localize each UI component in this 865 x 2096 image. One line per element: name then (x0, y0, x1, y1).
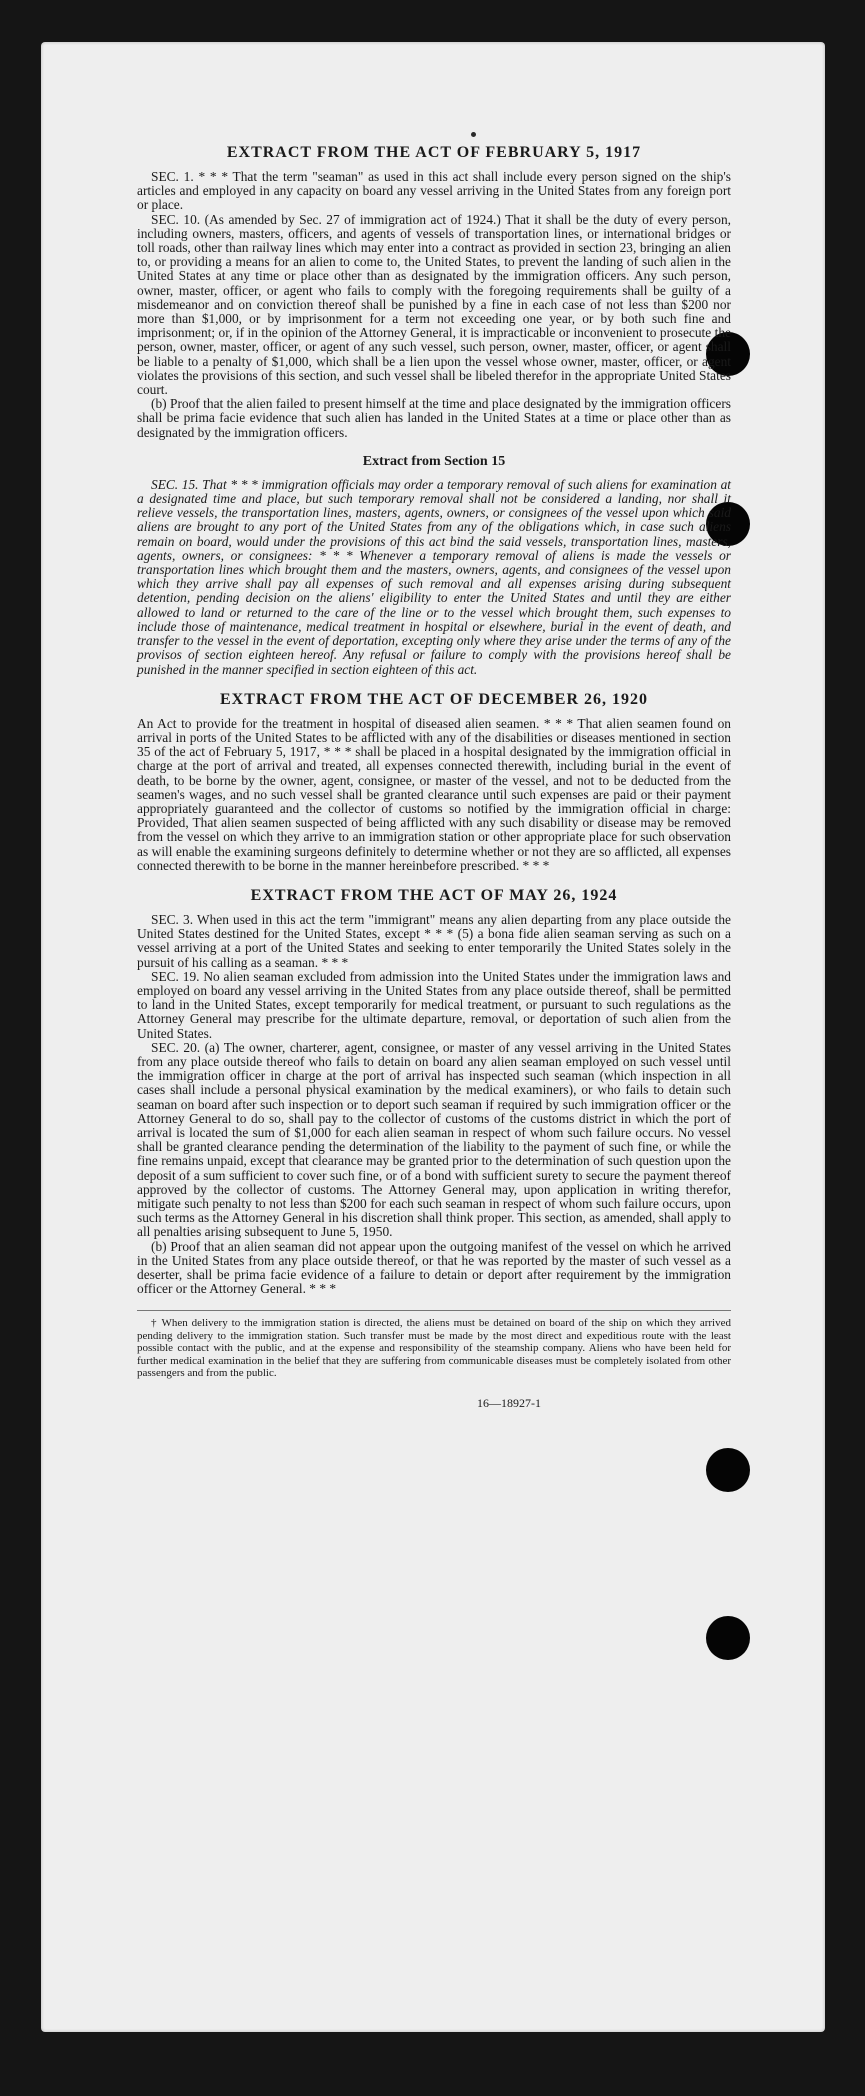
paragraph: SEC. 20. (a) The owner, charterer, agent, consignee, or master of any vessel arriving in the United States from any place outside thereof who fails to detain on board any alien seaman employed on such vessel until the immigration officer in charge at the port of arrival has inspected such seaman (which inspection in all cases shall include a personal physical examination by the medical examiners), or who fails to detain such seaman on board after such inspection or to deport such seaman if required by such immigration officer or the Attorney General to do so, shall pay to the collector of customs of the customs district in which the port of arrival is located the sum of $1,000 for each alien seaman in respect of whom such failure occurs. No vessel shall be granted clearance pending the determination of the liability to the payment of such fine, or while the fine remains unpaid, except that clearance may be granted prior to the determination of such question upon the deposit of a sum sufficient to cover such fine, or of a bond with sufficient surety to secure the payment thereof approved by the collector of customs. The Attorney General may, upon application in writing therefor, mitigate such penalty to not less than $200 for each such seaman in respect of whom such failure occurs, upon such terms as the Attorney General in his discretion shall think proper. This section, as amended, shall apply to all penalties arising subsequent to June 5, 1950. (137, 1039, 731, 1240)
paragraph: (b) Proof that the alien failed to present himself at the time and place designated by the immigration officers shall be prima facie evidence that such alien has landed in the United States at a time or place other than as designated by the immigration officers. (137, 396, 731, 440)
section-heading: Extract from Section 15 (362, 453, 506, 469)
section-extract-sec-15 (137, 452, 731, 677)
paragraph: An Act to provide for the treatment in hospital of diseased alien seamen. * * * That alien seamen found on arrival in ports of the United States to be afflicted with any of the disabilities or diseases mentioned in section 35 of the act of February 5, 1917, * * * shall be placed in a hospital designated by the immigration official in charge at the port of arrival and treated, all expenses connected therewith, including burial in the event of death, to be borne by the owner, agent, consignee, or master of the vessel, and not to be deducted from the seamen's wages, and no such vessel shall be granted clearance until such expenses are paid or their payment appropriately guaranteed and the collector of customs so notified by the immigration official in charge: Provided, That alien seamen suspected of being afflicted with any such disability or disease may be removed from the vessel on which they arrive to an immigration station or other appropriate place for such observation as will enable the examining surgeons definitely to determine whether or not they are so afflicted, all expenses connected therewith to be borne in the manner hereinbefore prescribed. * * * (137, 715, 731, 873)
section-heading: EXTRACT FROM THE ACT OF FEBRUARY 5, 1917 (226, 144, 642, 161)
paragraph: SEC. 3. When used in this act the term "immigrant" means any alien departing from any place outside the United States destined for the United States, except * * * (5) a bona fide alien seaman serving as such on a vessel arriving at a port of the United States and seeking to enter temporarily the United States solely in the pursuit of his calling as a seaman. * * * (137, 911, 731, 970)
paragraph: (b) Proof that an alien seaman did not appear upon the outgoing manifest of the vessel on which he arrived in the United States from any place outside thereof, or that he was reported by the master of such vessel as a deserter, shall be prima facie evidence of a failure to detain or deport after requirement by the immigration officer or the Attorney General. * * * (137, 1238, 731, 1297)
document-page (41, 42, 825, 2032)
document-body (137, 142, 731, 1411)
section-act-feb-1917 (137, 142, 731, 440)
section-act-may-1924 (137, 885, 731, 1296)
paragraph: SEC. 1. * * * That the term "seaman" as used in this act shall include every person signed on the ship's articles and employed in any capacity on board any vessel arriving in the United States from any foreign port or place. (137, 169, 731, 213)
page-speck (471, 132, 476, 137)
section-heading: EXTRACT FROM THE ACT OF DECEMBER 26, 1920 (219, 690, 648, 708)
paragraph: SEC. 10. (As amended by Sec. 27 of immigration act of 1924.) That it shall be the duty of every person, including owners, masters, officers, and agents of vessels of transportation lines, or international bridges or toll roads, other than railway lines which may enter into a contract as provided in section 23, bringing an alien to, or providing a means for an alien to come to, the United States, to prevent the landing of such alien in the United States at any time or place other than as designated by the immigration officers. Any such person, owner, master, officer, or agent who fails to comply with the foregoing requirements shall be guilty of a misdemeanor and on conviction thereof shall be punished by a fine in each case of not less than $200 nor more than $1,000, or by imprisonment for a term not exceeding one year, or by both such fine and imprisonment; or, if in the opinion of the Attorney General, it is impracticable or inconvenient to prosecute the person, owner, master, officer, or agent of any such vessel, such person, owner, master, officer, or agent shall be liable to a penalty of $1,000, which shall be a lien upon the vessel whose owner, master, officer, or agent violates the provisions of this section, and such vessel shall be libeled therefor in the appropriate United States court. (137, 211, 731, 398)
paragraph: SEC. 15. That * * * immigration officials may order a temporary removal of such aliens for examination at a designated time and place, but such temporary removal shall not be considered a landing, nor shall it relieve vessels, the transportation lines, masters, agents, owners, or consignees of the vessel upon which said aliens are brought to any port of the United States from any of the obligations which, in case such aliens remain on board, would under the provisions of this act bind the said vessels, transportation lines, masters, agents, owners, or consignees: * * * Whenever a temporary removal of aliens is made the vessels or transportation lines which brought them and the masters, owners, agents, and consignees of the vessel upon which they arrive shall pay all expenses of such removal and all expenses arising during subsequent detention, pending decision on the aliens' eligibility to enter the United States and until they are either allowed to land or returned to the care of the line or to the vessel which brought them, such expenses to include those of maintenance, medical treatment in hospital or elsewhere, burial in the event of death, and transfer to the vessel in the event of deportation, excepting only where they arise under the terms of any of the provisos of section eighteen hereof. Any refusal or failure to comply with the provisions hereof shall be punished in the manner specified in section eighteen of this act. (137, 476, 731, 677)
punch-hole (706, 1616, 750, 1660)
section-heading: EXTRACT FROM THE ACT OF MAY 26, 1924 (250, 886, 618, 904)
paragraph: SEC. 19. No alien seaman excluded from admission into the United States under the immigration laws and employed on board any vessel arriving in the United States from any place outside thereof, shall be permitted to land in the United States, except temporarily for medical treatment, or pursuant to such regulations as the Attorney General may prescribe for the ultimate departure, removal, or deportation of such alien from the United States. (137, 968, 731, 1041)
form-code: 16—18927-1 (477, 1395, 541, 1410)
footnote: † When delivery to the immigration station is directed, the aliens must be detained on board of the ship on which they arrived pending delivery to the immigration station. Such transfer must be made by the most direct and expeditious route with the least possible contact with the public, and at the expense and responsibility of the steamship company. Aliens who have been held for further medical examination in the belief that they are suffering from communicable diseases must be completely isolated from other passengers and from the public. (137, 1317, 731, 1380)
punch-hole (706, 1448, 750, 1492)
section-act-dec-1920 (137, 689, 731, 873)
footnote-divider (137, 1310, 731, 1311)
